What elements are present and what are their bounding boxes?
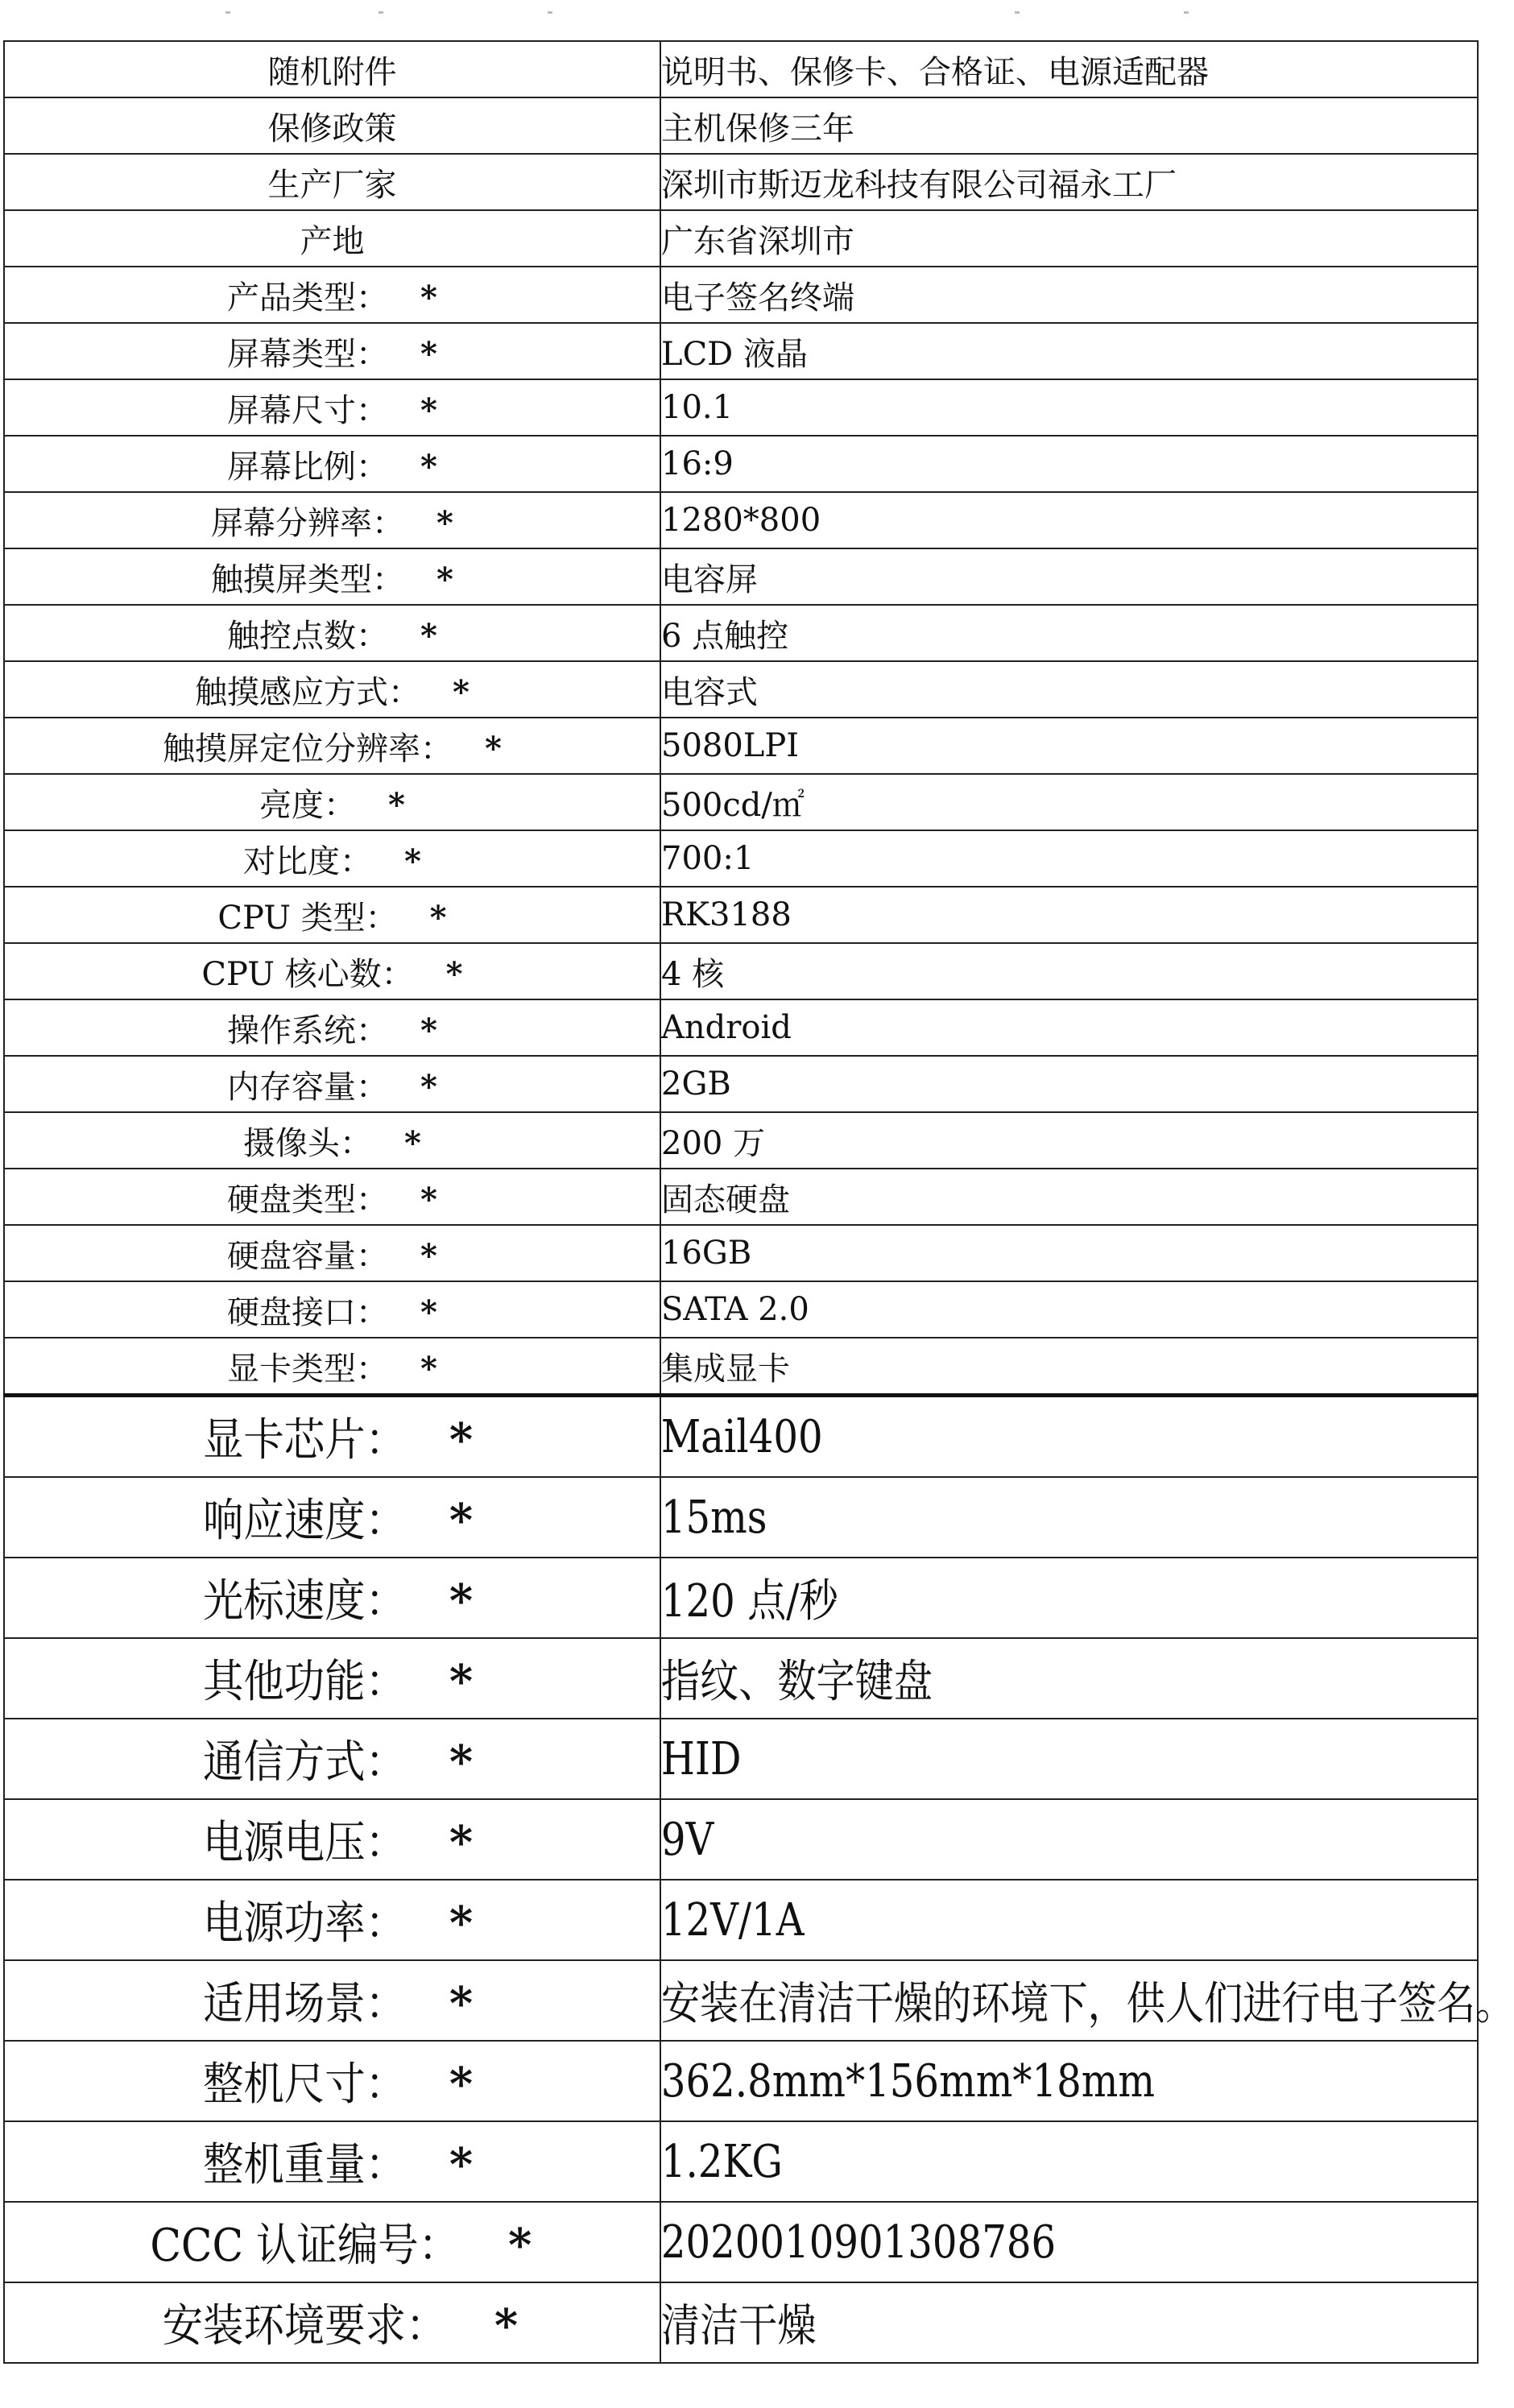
required-asterisk: * <box>449 2058 474 2111</box>
spec-value-cell: 12V/1A <box>660 1880 1363 1960</box>
spec-row <box>4 1799 1478 1880</box>
required-asterisk: * <box>420 1180 437 1218</box>
spec-value-cell: 16:9 <box>660 436 1478 492</box>
spec-value-cell: 指纹、数字键盘 <box>660 1638 1363 1719</box>
spec-key-cell <box>4 1112 660 1169</box>
spec-key-cell <box>4 436 660 492</box>
spec-key-label: 响应速度： <box>202 1495 406 1547</box>
spec-value-cell: 16GB <box>660 1225 1478 1281</box>
spec-key-cell <box>4 1281 660 1338</box>
spec-value-cell: 电容屏 <box>660 548 1478 605</box>
spec-key-cell <box>4 548 660 605</box>
spec-key-cell <box>4 97 660 154</box>
spec-key-label: 产品类型： <box>227 279 389 317</box>
spec-value-cell: 电容式 <box>660 661 1478 718</box>
spec-value-cell: 广东省深圳市 <box>660 210 1478 267</box>
spec-key-cell <box>4 774 660 830</box>
required-asterisk: * <box>449 1816 474 1869</box>
spec-key-cell <box>4 2121 660 2202</box>
spec-key-cell <box>4 1477 660 1558</box>
spec-value-cell: 6 点触控 <box>660 605 1478 661</box>
spec-value-cell: 15ms <box>660 1477 1363 1558</box>
spec-key-cell <box>4 661 660 718</box>
spec-row <box>4 436 1478 492</box>
spec-value-cell: 深圳市斯迈龙科技有限公司福永工厂 <box>660 154 1478 210</box>
spec-row <box>4 379 1478 436</box>
spec-value-cell: 500cd/㎡ <box>660 774 1478 830</box>
spec-key-cell <box>4 41 660 97</box>
spec-key-cell <box>4 1719 660 1799</box>
spec-key-cell <box>4 2202 660 2282</box>
spec-key-label: 内存容量： <box>227 1068 389 1106</box>
required-asterisk: * <box>449 2138 474 2191</box>
spec-key-cell <box>4 887 660 943</box>
spec-key-cell <box>4 1960 660 2041</box>
spec-key-label: 触控点数： <box>227 617 389 655</box>
spec-key-label: 屏幕类型： <box>227 335 389 373</box>
spec-key-label: 电源电压： <box>202 1817 406 1869</box>
spec-value-cell: 4 核 <box>660 943 1478 999</box>
spec-key-label: 硬盘类型： <box>227 1181 389 1218</box>
required-asterisk: * <box>449 1494 474 1547</box>
spec-value-cell: RK3188 <box>660 887 1478 943</box>
spec-key-label: 屏幕分辨率： <box>211 504 405 542</box>
spec-row <box>4 548 1478 605</box>
required-asterisk: * <box>436 503 453 542</box>
spec-key-label: CPU 类型： <box>217 899 398 937</box>
spec-value-cell: 集成显卡 <box>660 1338 1478 1396</box>
required-asterisk: * <box>404 1123 421 1162</box>
required-asterisk: * <box>449 1897 474 1950</box>
spec-row <box>4 2202 1478 2282</box>
required-asterisk: * <box>485 729 502 767</box>
required-asterisk: * <box>420 1067 437 1106</box>
required-asterisk: * <box>453 672 470 711</box>
spec-value-cell: 清洁干燥 <box>660 2282 1363 2363</box>
spec-row <box>4 2282 1478 2363</box>
spec-value-cell: 9V <box>660 1799 1363 1880</box>
required-asterisk: * <box>494 2299 519 2352</box>
spec-key-label: 硬盘接口： <box>227 1293 389 1331</box>
spec-value-cell: HID <box>660 1719 1363 1799</box>
required-asterisk: * <box>449 1736 474 1789</box>
spec-key-label: 操作系统： <box>227 1012 389 1049</box>
spec-value-cell: Mail400 <box>660 1396 1363 1478</box>
spec-row <box>4 999 1478 1056</box>
spec-key-label: 硬盘容量： <box>227 1237 389 1275</box>
spec-key-label: 安装环境要求： <box>162 2300 447 2352</box>
spec-key-label: 触摸感应方式： <box>195 673 421 711</box>
spec-key-label: 显卡芯片： <box>202 1414 406 1467</box>
spec-row <box>4 97 1478 154</box>
spec-row <box>4 1638 1478 1719</box>
spec-key-label: 通信方式： <box>202 1736 406 1789</box>
spec-value-cell: 2020010901308786 <box>660 2202 1363 2282</box>
spec-value-cell: 1.2KG <box>660 2121 1363 2202</box>
required-asterisk: * <box>436 560 453 598</box>
spec-value-cell: 2GB <box>660 1056 1478 1112</box>
required-asterisk: * <box>429 898 447 937</box>
spec-key-cell <box>4 379 660 436</box>
spec-row <box>4 887 1478 943</box>
spec-key-cell <box>4 999 660 1056</box>
spec-key-cell <box>4 492 660 548</box>
spec-value-cell: 安装在清洁干燥的环境下，供人们进行电子签名。 <box>660 1960 1363 2041</box>
spec-key-label: 保修政策 <box>267 110 397 147</box>
spec-key-cell <box>4 2041 660 2121</box>
spec-key-cell <box>4 1799 660 1880</box>
spec-row <box>4 1719 1478 1799</box>
spec-key-cell <box>4 1056 660 1112</box>
spec-key-label: 显卡类型： <box>227 1350 389 1388</box>
spec-table <box>3 40 1514 2364</box>
spec-row <box>4 267 1478 323</box>
spec-key-cell <box>4 1880 660 1960</box>
spec-key-cell <box>4 267 660 323</box>
spec-row <box>4 2121 1478 2202</box>
spec-key-label: 适用场景： <box>202 1978 406 2030</box>
spec-row <box>4 1169 1478 1225</box>
spec-key-label: 产地 <box>300 222 365 260</box>
spec-key-cell <box>4 1558 660 1638</box>
spec-key-cell <box>4 943 660 999</box>
spec-value-cell: 电子签名终端 <box>660 267 1478 323</box>
spec-row <box>4 2041 1478 2121</box>
spec-row <box>4 943 1478 999</box>
spec-key-label: 随机附件 <box>267 53 397 91</box>
spec-row <box>4 1112 1478 1169</box>
spec-value-cell: SATA 2.0 <box>660 1281 1478 1338</box>
spec-key-cell <box>4 718 660 774</box>
spec-row <box>4 1338 1478 1396</box>
required-asterisk: * <box>420 1349 437 1388</box>
spec-key-cell <box>4 605 660 661</box>
spec-row <box>4 41 1478 97</box>
spec-table-body <box>4 41 1514 2363</box>
spec-value-cell: 10.1 <box>660 379 1478 436</box>
spec-value-cell: Android <box>660 999 1478 1056</box>
spec-key-cell <box>4 210 660 267</box>
spec-row <box>4 661 1478 718</box>
spec-row <box>4 1396 1478 1478</box>
spec-key-label: 电源功率： <box>202 1897 406 1950</box>
required-asterisk: * <box>420 278 437 317</box>
spec-value-cell: 362.8mm*156mm*18mm <box>660 2041 1363 2121</box>
spec-row <box>4 492 1478 548</box>
required-asterisk: * <box>449 1413 474 1467</box>
required-asterisk: * <box>420 1011 437 1049</box>
spec-key-label: 其他功能： <box>202 1656 406 1708</box>
spec-row <box>4 1558 1478 1638</box>
required-asterisk: * <box>404 842 421 880</box>
spec-row <box>4 1880 1478 1960</box>
required-asterisk: * <box>420 391 437 429</box>
spec-key-cell <box>4 1396 660 1478</box>
spec-value-cell: 700:1 <box>660 830 1478 887</box>
spec-key-label: 摄像头： <box>243 1124 373 1162</box>
spec-key-label: 触摸屏定位分辨率： <box>163 730 453 767</box>
spec-row <box>4 154 1478 210</box>
spec-row <box>4 605 1478 661</box>
spec-row <box>4 774 1478 830</box>
spec-key-cell <box>4 1169 660 1225</box>
spec-key-cell <box>4 1338 660 1396</box>
required-asterisk: * <box>420 334 437 373</box>
spec-key-cell <box>4 1638 660 1719</box>
spec-key-label: 触摸屏类型： <box>211 561 405 598</box>
spec-key-label: 屏幕比例： <box>227 448 389 486</box>
spec-value-cell: 主机保修三年 <box>660 97 1478 154</box>
spec-key-label: 对比度： <box>243 842 373 880</box>
required-asterisk: * <box>420 1293 437 1331</box>
required-asterisk: * <box>420 616 437 655</box>
spec-key-cell <box>4 2282 660 2363</box>
required-asterisk: * <box>388 785 405 824</box>
spec-row <box>4 323 1478 379</box>
spec-key-cell <box>4 830 660 887</box>
required-asterisk: * <box>449 1655 474 1708</box>
spec-key-label: 屏幕尺寸： <box>227 391 389 429</box>
spec-key-label: 光标速度： <box>202 1575 406 1628</box>
spec-row <box>4 830 1478 887</box>
spec-key-label: 整机重量： <box>202 2139 406 2191</box>
spec-value-cell: 说明书、保修卡、合格证、电源适配器 <box>660 41 1478 97</box>
required-asterisk: * <box>449 1574 474 1628</box>
spec-value-cell: 1280*800 <box>660 492 1478 548</box>
spec-key-label: 亮度： <box>259 786 357 824</box>
spec-row <box>4 718 1478 774</box>
spec-row <box>4 1225 1478 1281</box>
spec-value-cell: 120 点/秒 <box>660 1558 1363 1638</box>
spec-key-cell <box>4 154 660 210</box>
spec-row <box>4 1477 1478 1558</box>
required-asterisk: * <box>420 447 437 486</box>
spec-row <box>4 1960 1478 2041</box>
spec-value-cell: LCD 液晶 <box>660 323 1478 379</box>
spec-key-cell <box>4 323 660 379</box>
spec-key-label: 整机尺寸： <box>202 2058 406 2111</box>
required-asterisk: * <box>449 1977 474 2030</box>
spec-key-label: 生产厂家 <box>267 166 397 204</box>
required-asterisk: * <box>508 2219 532 2272</box>
spec-value-cell: 200 万 <box>660 1112 1478 1169</box>
scan-edge-marks <box>0 0 1480 32</box>
spec-row <box>4 1281 1478 1338</box>
spec-row <box>4 210 1478 267</box>
required-asterisk: * <box>445 954 463 993</box>
spec-row <box>4 1056 1478 1112</box>
required-asterisk: * <box>420 1236 437 1275</box>
spec-key-label: CCC 认证编号： <box>149 2220 459 2272</box>
spec-value-cell: 5080LPI <box>660 718 1478 774</box>
spec-key-cell <box>4 1225 660 1281</box>
spec-key-label: CPU 核心数： <box>201 955 414 993</box>
spec-value-cell: 固态硬盘 <box>660 1169 1478 1225</box>
